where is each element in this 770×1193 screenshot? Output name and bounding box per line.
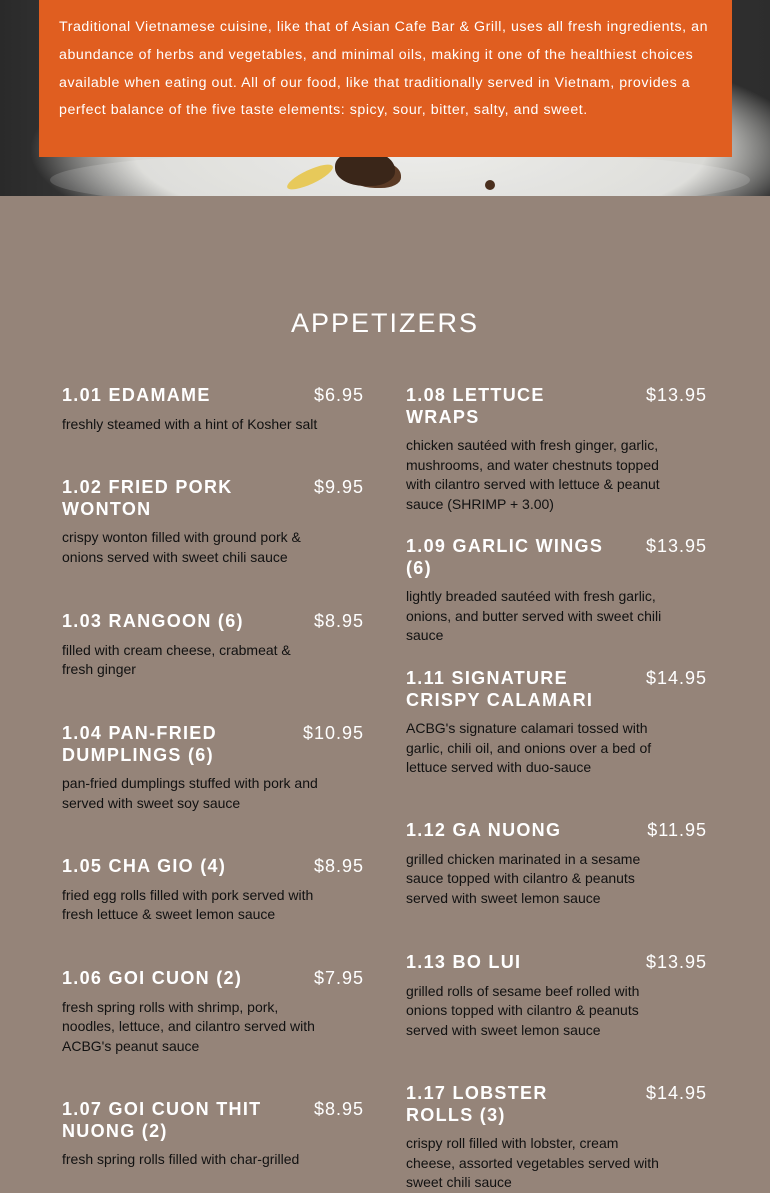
item-name: 1.03 RANGOON (6) xyxy=(62,611,244,631)
item-name: 1.06 GOI CUON (2) xyxy=(62,968,243,988)
menu-item xyxy=(62,723,364,856)
item-description: crispy wonton filled with ground pork & onions served with sweet chili sauce xyxy=(62,529,301,565)
food-speck xyxy=(485,180,495,190)
item-description: crispy roll filled with lobster, cream cheese, assorted vegetables served with sweet chili sauce xyxy=(406,1135,659,1190)
section-title: APPETIZERS xyxy=(290,308,480,338)
item-name: 1.02 FRIED PORK WONTON xyxy=(62,477,233,519)
menu-item xyxy=(62,611,364,723)
intro-box xyxy=(39,0,732,157)
item-description: freshly steamed with a hint of Kosher salt xyxy=(62,415,318,432)
menu-item xyxy=(62,385,364,477)
menu-column-right xyxy=(406,385,707,1193)
item-price: $13.95 xyxy=(645,385,707,405)
item-price: $8.95 xyxy=(313,1099,364,1119)
item-name: 1.04 PAN-FRIED DUMPLINGS (6) xyxy=(62,723,217,765)
item-name: 1.13 BO LUI xyxy=(406,952,522,972)
item-description: chicken sautéed with fresh ginger, garlic, mushrooms, and water chestnuts topped with cilantro served with lettuce & peanut sauce (SHRIMP + 3.00) xyxy=(406,437,660,512)
item-name: 1.11 SIGNATURE CRISPY CALAMARI xyxy=(406,668,594,710)
item-price: $7.95 xyxy=(313,968,364,988)
menu-item xyxy=(406,820,707,952)
menu-item xyxy=(406,952,707,1083)
menu-item xyxy=(406,668,707,820)
item-name: 1.07 GOI CUON THIT NUONG (2) xyxy=(62,1099,262,1141)
item-description: fresh spring rolls with shrimp, pork, noodles, lettuce, and cilantro served with ACBG's peanut sauce xyxy=(62,998,315,1054)
item-description: filled with cream cheese, crabmeat & fresh ginger xyxy=(62,641,291,677)
item-price: $13.95 xyxy=(645,952,707,972)
item-price: $13.95 xyxy=(645,536,707,556)
item-description: grilled rolls of sesame beef rolled with onions topped with cilantro & peanuts served with sweet lemon sauce xyxy=(406,982,640,1038)
item-description: fried egg rolls filled with pork served with fresh lettuce & sweet lemon sauce xyxy=(62,886,314,922)
item-description: ACBG's signature calamari tossed with garlic, chili oil, and onions over a bed of lettuce served with duo-sauce xyxy=(406,720,652,775)
item-price: $11.95 xyxy=(647,820,707,840)
item-description: pan-fried dumplings stuffed with pork and served with sweet soy sauce xyxy=(62,775,318,811)
item-price: $10.95 xyxy=(302,723,364,743)
item-name: 1.05 CHA GIO (4) xyxy=(62,856,227,876)
item-price: $8.95 xyxy=(313,856,364,876)
menu-item xyxy=(406,385,707,536)
item-description: grilled chicken marinated in a sesame sauce topped with cilantro & peanuts served with sweet lemon sauce xyxy=(406,850,641,906)
item-price: $9.95 xyxy=(313,477,364,497)
menu-item xyxy=(62,856,364,968)
item-price: $8.95 xyxy=(313,611,364,631)
item-name: 1.08 LETTUCE WRAPS xyxy=(406,385,545,427)
item-name: 1.12 GA NUONG xyxy=(406,820,562,840)
item-name: 1.09 GARLIC WINGS (6) xyxy=(406,536,604,578)
item-description: lightly breaded sautéed with fresh garlic, onions, and butter served with sweet chili sauce xyxy=(406,588,662,643)
item-name: 1.17 LOBSTER ROLLS (3) xyxy=(406,1083,548,1125)
hero-image xyxy=(0,0,770,196)
menu-item xyxy=(406,1083,707,1193)
item-price: $14.95 xyxy=(645,1083,707,1103)
menu-item xyxy=(406,536,707,668)
intro-text: Traditional Vietnamese cuisine, like that of Asian Cafe Bar & Grill, uses all fresh ingredients, an abundance of herbs and vegetables, and minimal oils, making it one of the healthiest choices available when eating out. All of our food, like that traditionally served in Vietnam, provides a perfect balance of the five taste elements: spicy, sour, bitter, salty, and sweet. xyxy=(59,19,709,119)
item-description: fresh spring rolls filled with char-grilled xyxy=(62,1151,300,1167)
item-name: 1.01 EDAMAME xyxy=(62,385,211,405)
item-price: $14.95 xyxy=(645,668,707,688)
menu-item xyxy=(62,1099,364,1170)
menu-item xyxy=(62,968,364,1099)
menu-item xyxy=(62,477,364,611)
item-price: $6.95 xyxy=(313,385,364,405)
menu-column-left xyxy=(62,385,364,1170)
